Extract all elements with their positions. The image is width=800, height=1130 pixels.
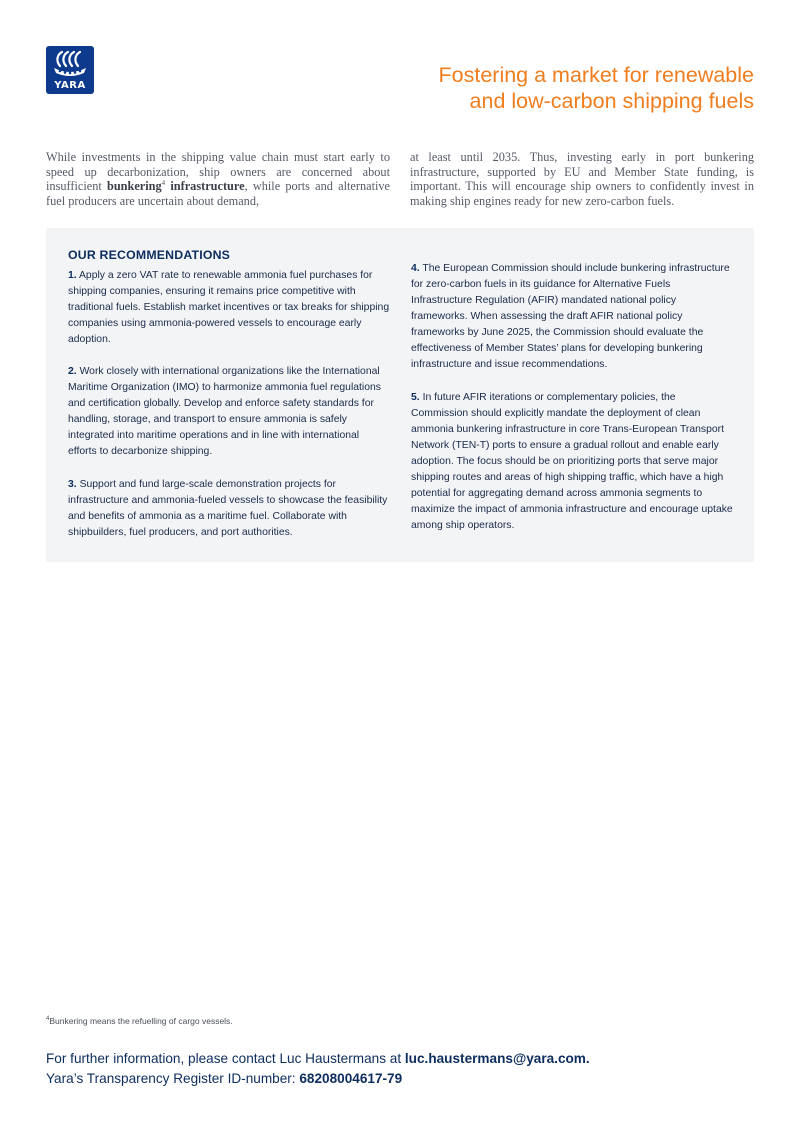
contact-info [46, 1049, 590, 1089]
recommendations-box [46, 228, 754, 562]
register-text: Yara’s Transparency Register ID-number: [46, 1071, 300, 1086]
title-line-2: and low-carbon shipping fuels [469, 89, 754, 114]
contact-email-link[interactable]: luc.haustermans@yara.com. [404, 1051, 590, 1066]
logo-text: YARA [54, 80, 86, 91]
recommendation-text: The European Commission should include bunkering infrastructure for zero-carbon fuels in its guidance for Alternative Fuels Infrastructure Regulation (AFIR) mandated national policy frameworks. When assessing the draft AFIR national policy frameworks by June 2025, the Commission should evaluate the effectiveness of Member States’ plans for developing bunkering infrastructure and issue recommendations. [411, 263, 730, 370]
infrastructure-term: infrastructure [165, 179, 245, 194]
intro-text-part: , while ports and alternative fuel producers are uncertain about demand, [46, 179, 391, 208]
contact-line [46, 1049, 590, 1069]
register-line [46, 1069, 590, 1089]
recommendation-item [68, 268, 390, 348]
recommendation-number: 4. [411, 263, 420, 274]
footnote [46, 1016, 233, 1026]
intro-column-2: at least until 2035. Thus, investing early in port bunkering infrastructure, supported by EU and Member State funding, is important. This will encourage ship owners to confidently invest in making ship engines ready for new zero-carbon fuels. [410, 150, 754, 208]
recommendation-text: Support and fund large-scale demonstration projects for infrastructure and ammonia-fueled vessels to showcase the feasibility and benefits of ammonia as a maritime fuel. Collaborate with shipbuilders, fuel producers, and port authorities. [68, 479, 388, 538]
recommendation-number: 3. [68, 479, 77, 490]
yara-logo [46, 46, 94, 94]
footnote-ref: 4 [161, 179, 166, 188]
bunkering-term: bunkering [106, 179, 162, 194]
footnote-text: Bunkering means the refuelling of cargo vessels. [49, 1016, 233, 1026]
recommendation-item [411, 390, 733, 534]
recommendation-item [411, 261, 733, 373]
register-id: 68208004617-79 [299, 1071, 403, 1086]
recommendation-text: In future AFIR iterations or complementary policies, the Commission should explicitly mandate the deployment of clean ammonia bunkering infrastructure in core Trans-European Transport Network (TEN-T) ports to ensure a gradual rollout and enable early adoption. The focus should be on prioritizing ports that serve major shipping routes and areas of high shipping traffic, which have a high potential for aggregating demand across ammonia segments to maximize the impact of ammonia infrastructure and encourage uptake among ship operators. [411, 392, 733, 531]
recommendation-item [68, 477, 390, 541]
contact-text: For further information, please contact Luc Haustermans at [46, 1051, 405, 1066]
footnote-marker: 4 [46, 1016, 50, 1023]
page-title [439, 62, 754, 114]
recommendation-number: 5. [411, 392, 420, 403]
recommendations-heading: OUR RECOMMENDATIONS [68, 248, 231, 262]
recommendation-number: 2. [68, 366, 77, 377]
recommendation-text: Work closely with international organizations like the International Maritime Organization (IMO) to harmonize ammonia fuel regulations and certification globally. Develop and enforce safety standards for handling, storage, and transport to ensure ammonia is safely integrated into maritime operations and in line with international efforts to decarbonize shipping. [68, 366, 381, 457]
recommendation-item [68, 364, 390, 460]
intro-column-1 [46, 150, 390, 208]
intro-text-part: While investments in the shipping value chain must start early to speed up decarbonization, ship owners are concerned about insufficient [46, 150, 390, 194]
intro-text [46, 150, 754, 208]
recommendation-number: 1. [68, 270, 77, 281]
title-line-1: Fostering a market for renewable [438, 63, 754, 88]
recommendation-text: Apply a zero VAT rate to renewable ammonia fuel purchases for shipping companies, ensuring it remains price competitive with traditional fuels. Establish market incentives or tax breaks for shipping companies using ammonia-powered vessels to encourage early adoption. [68, 270, 390, 345]
